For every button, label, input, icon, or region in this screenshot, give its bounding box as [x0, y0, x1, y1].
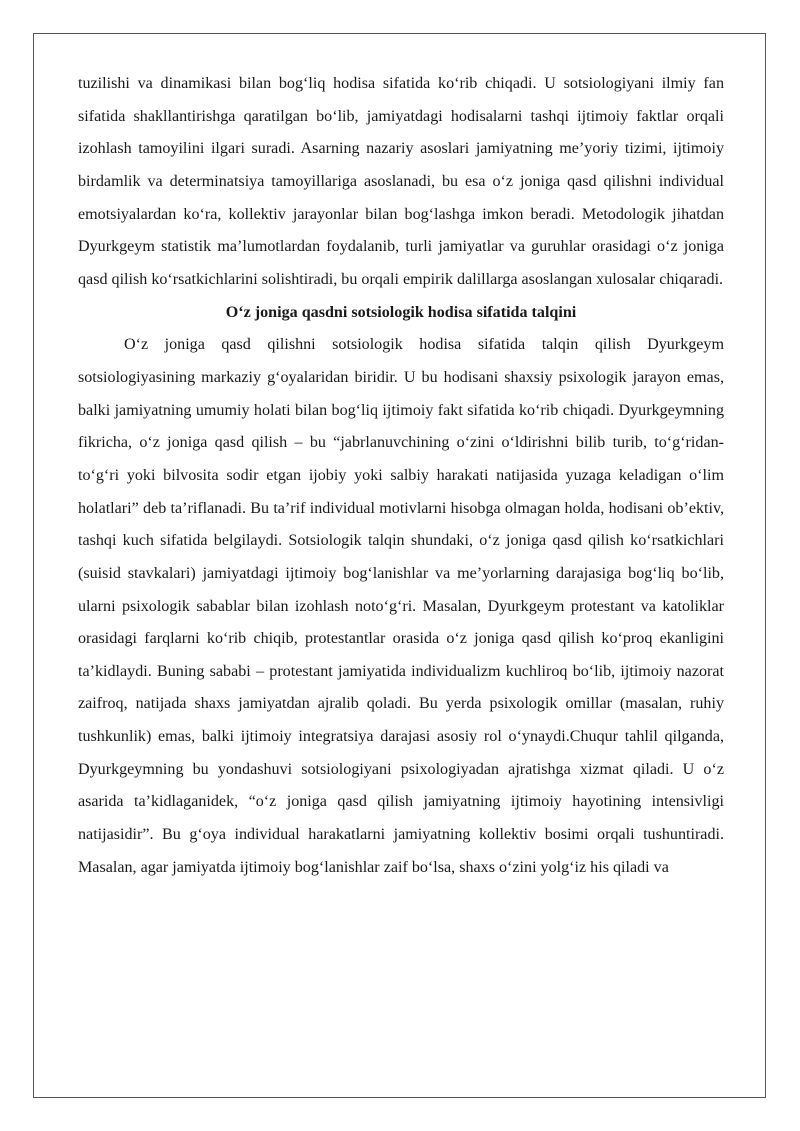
paragraph: tuzilishi va dinamikasi bilan bog‘liq hodisa sifatida ko‘rib chiqadi. U sotsiologiyani ilmiy fan sifatida shakllantirishga qaratilgan bo‘lib, jamiyatdagi hodisalarni tashqi ijtimoiy faktlar orqali izohlash tamoyilini ilgari suradi. Asarning nazariy asoslari jamiyatning me’yoriy tizimi, ijtimoiy birdamlik va determinatsiya tamoyillariga asoslanadi, bu esa o‘z joniga qasd qilishni individual emotsiyalardan ko‘ra, kollektiv jarayonlar bilan bog‘lashga imkon beradi. Metodologik jihatdan Dyurkgeym statistik ma’lumotlardan foydalanib, turli jamiyatlar va guruhlar orasidagi o‘z joniga qasd qilish ko‘rsatkichlarini solishtiradi, bu orqali empirik dalillarga asoslangan xulosalar chiqaradi.	[78, 75, 724, 288]
section-heading: O‘z joniga qasdni sotsiologik hodisa sifatida talqini	[225, 303, 577, 321]
document-body	[78, 68, 724, 884]
paragraph: O‘z joniga qasd qilishni sotsiologik hodisa sifatida talqin qilish Dyurkgeym sotsiologiyasining markaziy g‘oyalaridan biridir. U bu hodisani shaxsiy psixologik jarayon emas, balki jamiyatning umumiy holati bilan bog‘liq ijtimoiy fakt sifatida ko‘rib chiqadi. Dyurkgeymning fikricha, o‘z joniga qasd qilish – bu “jabrlanuvchining o‘zini o‘ldirishni bilib turib, to‘g‘ridan-to‘g‘ri yoki bilvosita sodir etgan ijobiy yoki salbiy harakati natijasida yuzaga keladigan o‘lim holatlari” deb ta’riflanadi. Bu ta’rif individual motivlarni hisobga olmagan holda, hodisani ob’ektiv, tashqi kuch sifatida belgilaydi. Sotsiologik talqin shundaki, o‘z joniga qasd qilish ko‘rsatkichlari (suisid stavkalari) jamiyatdagi ijtimoiy bog‘lanishlar va me’yorlarning darajasiga bog‘liq bo‘lib, ularni psixologik sabablar bilan izohlash noto‘g‘ri. Masalan, Dyurkgeym protestant va katoliklar orasidagi farqlarni ko‘rib chiqib, protestantlar orasida o‘z joniga qasd qilish ko‘proq ekanligini ta’kidlaydi. Buning sababi – protestant jamiyatida individualizm kuchliroq bo‘lib, ijtimoiy nazorat zaifroq, natijada shaxs jamiyatdan ajralib qoladi. Bu yerda psixologik omillar (masalan, ruhiy tushkunlik) emas, balki ijtimoiy integratsiya darajasi asosiy rol o‘ynaydi.Chuqur tahlil qilganda, Dyurkgeymning bu yondashuvi sotsiologiyani psixologiyadan ajratishga xizmat qiladi. U o‘z asarida ta’kidlaganidek, “o‘z joniga qasd qilish jamiyatning ijtimoiy hayotining intensivligi natijasidir”. Bu g‘oya individual harakatlarni jamiyatning kollektiv bosimi orqali tushuntiradi. Masalan, agar jamiyatda ijtimoiy bog‘lanishlar zaif bo‘lsa, shaxs o‘zini yolg‘iz his qiladi va	[78, 336, 724, 876]
